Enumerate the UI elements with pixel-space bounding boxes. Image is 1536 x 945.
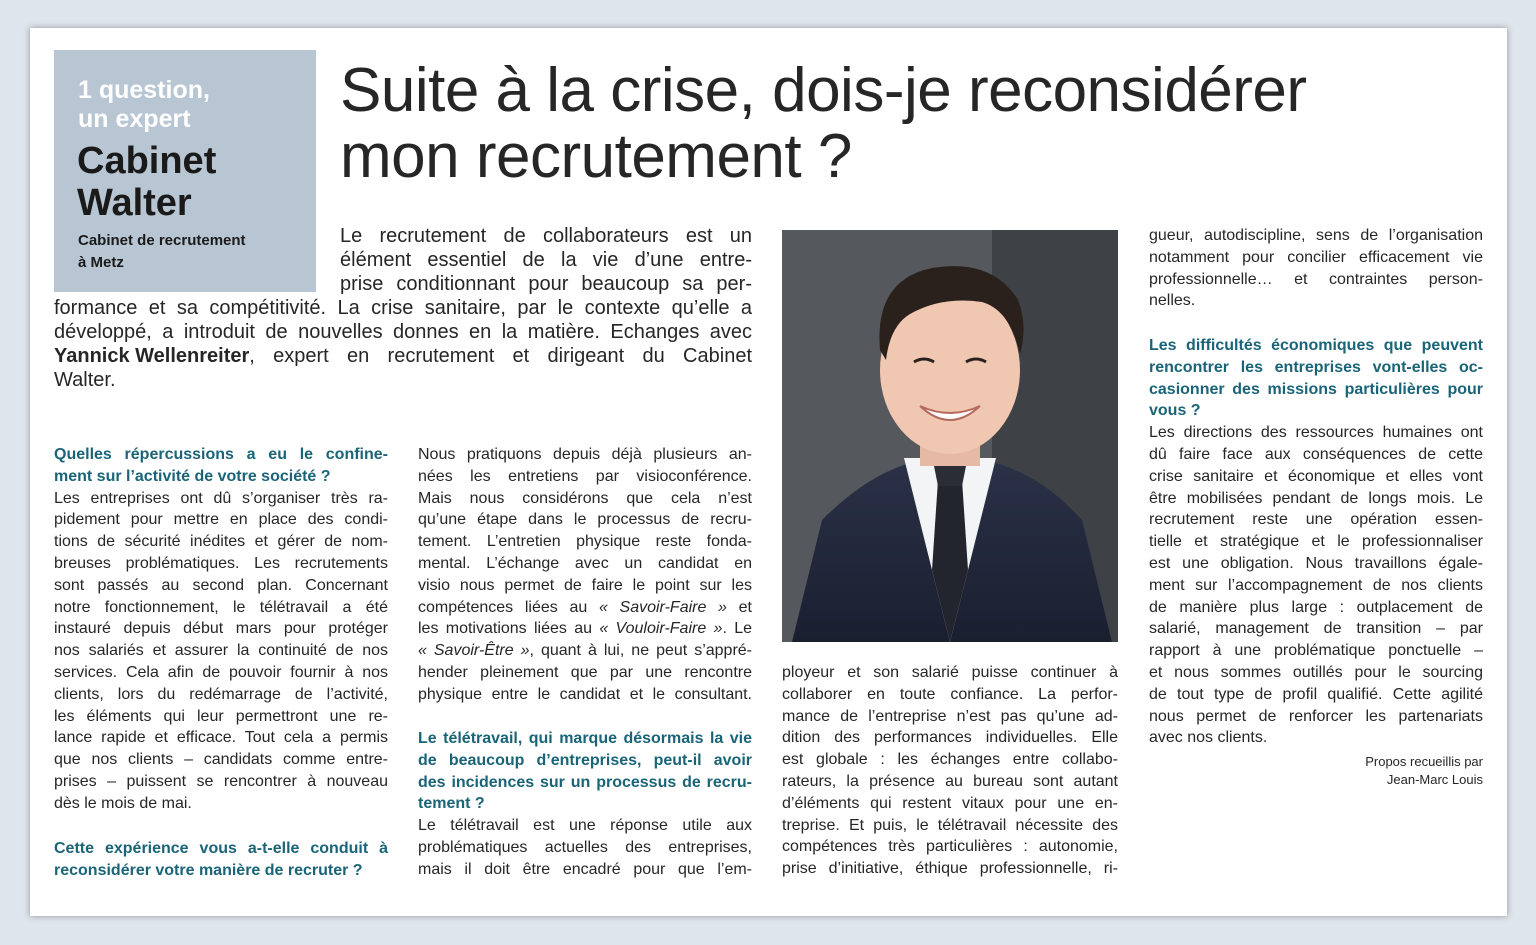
intro-line: Walter. — [54, 369, 116, 391]
paragraph-line: ment sur l’accompagnement de nos clients — [1149, 576, 1483, 594]
paragraph-line: tement. L’entretien physique reste fonda- — [418, 533, 752, 551]
credit — [1280, 753, 1483, 789]
question-heading: des incidences sur un processus de recru- — [418, 773, 752, 791]
intro-line: formance et sa compétitivité. La crise sanitaire, par le contexte qu’elle a — [54, 297, 752, 319]
paragraph-line: prises – puissent se rencontrer à nouveau — [54, 773, 388, 790]
paragraph-line: Nous pratiquons depuis déjà plusieurs an- — [418, 446, 752, 463]
paragraph-line: tions de sécurité inédites et gérer de nom- — [54, 533, 388, 551]
paragraph-line: d’éléments qui restent vitaux pour une en- — [782, 794, 1118, 812]
question-heading: ment sur l’activité de votre société ? — [54, 467, 331, 485]
paragraph-line: est globale : les échanges entre collabo- — [782, 751, 1118, 769]
text-span: compétences liées au — [418, 598, 599, 616]
paragraph-line: lance rapide et efficace. Tout cela a permis — [54, 729, 388, 747]
paragraph-line: dès le mois de mai. — [54, 794, 192, 812]
portrait-illustration — [782, 230, 1118, 642]
paragraph-line: rapport à une problématique ponctuelle – — [1149, 642, 1483, 660]
paragraph-line: être mobilisées pendant de longs mois. Le — [1149, 489, 1483, 507]
expert-name: Yannick Wellenreiter — [54, 345, 250, 367]
paragraph-line: Les directions des ressources humaines ont — [1149, 424, 1483, 442]
paragraph-line: professionnelle… et contraintes person- — [1149, 270, 1483, 288]
text-span: les motivations liées au — [418, 620, 600, 638]
question-heading: casionner des missions particulières pour — [1149, 380, 1483, 398]
title-line2: mon recrutement ? — [340, 122, 852, 191]
paragraph-line: instauré depuis début mars pour protéger — [54, 620, 388, 638]
paragraph-line: collaborer en toute confiance. La perfor- — [782, 685, 1118, 703]
portrait-photo — [782, 230, 1118, 642]
paragraph-line: services. Cela afin de pouvoir fournir à nos — [54, 664, 388, 681]
paragraph-line: prise d’initiative, éthique professionnelle, ri- — [782, 860, 1118, 878]
paragraph-line: notamment pour concilier efficacement vie — [1149, 248, 1483, 266]
paragraph-line: visio nous permet de faire le point sur les — [418, 576, 752, 594]
paragraph-line — [418, 640, 752, 662]
paragraph-line: notre fonctionnement, le télétravail a été — [54, 598, 388, 616]
box-name-line1: Cabinet — [77, 140, 217, 182]
paragraph-line: que nos clients – candidats comme entre- — [54, 751, 388, 769]
article-title — [340, 58, 1307, 190]
title-line1: Suite à la crise, dois-je reconsidérer — [340, 56, 1307, 125]
paragraph-line: mental. L’échange avec un candidat en — [418, 555, 752, 572]
paragraph-line: crise sanitaire et économique et elles vont — [1149, 467, 1483, 485]
text-span: . Le — [722, 620, 753, 638]
paragraph-line: recrutement reste une opération essen- — [1149, 511, 1483, 529]
box-kicker-line1: 1 question, — [78, 76, 210, 104]
paragraph-line: de manière plus large : outplacement de — [1149, 598, 1483, 616]
question-heading: Les difficultés économiques que peuvent — [1149, 337, 1483, 354]
paragraph-line: problématiques actuelles des entreprises, — [418, 839, 752, 856]
paragraph-line: gueur, autodiscipline, sens de l’organisation — [1149, 227, 1483, 244]
paragraph-line: nos salariés et assurer la continuité de nos — [54, 642, 388, 660]
paragraph-line: Les entreprises ont dû s’organiser très ra- — [54, 489, 388, 507]
paragraph-line: clients, lors du redémarrage de l’activité, — [54, 685, 388, 703]
paragraph-line: nous permet de renforcer les partenariats — [1149, 707, 1483, 725]
paragraph-line: tielle et stratégique et le professionnaliser — [1149, 533, 1483, 551]
paragraph-line: nelles. — [1149, 292, 1196, 310]
paragraph-line — [418, 597, 752, 619]
paragraph-line: breuses problématiques. Les recrutements — [54, 555, 388, 572]
paragraph-line: salarié, management de transition – par — [1149, 620, 1483, 638]
question-heading: Cette expérience vous a-t-elle conduit à — [54, 840, 388, 857]
intro-line: développé, a introduit de nouvelles donnes en la matière. Echanges avec — [54, 321, 752, 343]
box-kicker-line2: un expert — [78, 105, 191, 133]
paragraph-line: treprise. Et puis, le télétravail nécessite des — [782, 816, 1118, 834]
question-heading: Le télétravail, qui marque désormais la vie — [418, 730, 752, 747]
box-subtitle-line1: Cabinet de recrutement — [78, 232, 246, 249]
question-heading: tement ? — [418, 795, 485, 813]
question-heading: Quelles répercussions a eu le confine- — [54, 446, 388, 463]
question-heading: vous ? — [1149, 402, 1201, 420]
paragraph-line: compétences très particulières : autonomie, — [782, 838, 1118, 856]
paragraph-line: qu’une étape dans le processus de recru- — [418, 511, 752, 529]
intro-line: prise conditionnant pour beaucoup sa per- — [340, 273, 752, 295]
intro-line: Le recrutement de collaborateurs est un — [340, 225, 752, 247]
paragraph-line: mance de l’entreprise n’est pas qu’une ad- — [782, 707, 1118, 725]
paragraph-line: et nous sommes outillés pour le sourcing — [1149, 664, 1483, 681]
paragraph-line: Le télétravail est une réponse utile aux — [418, 817, 752, 835]
paragraph-line — [418, 618, 752, 640]
paragraph-line: ployeur et son salarié puisse continuer à — [782, 664, 1118, 681]
italic-term: « Vouloir-Faire » — [599, 620, 723, 638]
question-heading: de beaucoup d’entreprises, peut-il avoir — [418, 751, 752, 769]
paragraph-line: Mais nous considérons que cela n’est — [418, 489, 752, 507]
paragraph-line: physique entre le candidat et le consultant. — [418, 685, 752, 703]
paragraph-line: mais il doit être encadré pour que l’em- — [418, 860, 752, 878]
italic-term: « Savoir-Faire » — [598, 598, 727, 616]
question-heading: reconsidérer votre manière de recruter ? — [54, 861, 363, 879]
article-page — [30, 28, 1507, 916]
expert-box — [54, 50, 316, 292]
box-name-line2: Walter — [77, 182, 192, 224]
paragraph-line: rateurs, la présence au bureau sont autant — [782, 773, 1118, 790]
paragraph-line: pidement pour mettre en place des condi- — [54, 511, 388, 529]
paragraph-line: les éléments qui leur permettront une re- — [54, 707, 388, 725]
italic-term: « Savoir-Être » — [418, 642, 530, 660]
credit-line2: Jean-Marc Louis — [1386, 772, 1483, 787]
paragraph-line: nées les entretiens par visioconférence. — [418, 467, 752, 485]
intro-line: élément essentiel de la vie d’une entre- — [340, 249, 752, 271]
paragraph-line: sont passés au second plan. Concernant — [54, 576, 388, 594]
paragraph-line: avec nos clients. — [1149, 729, 1268, 747]
paragraph-line: dû faire face aux conséquences de cette — [1149, 446, 1483, 463]
intro-line — [54, 344, 752, 368]
credit-line1: Propos recueillis par — [1365, 754, 1483, 769]
box-subtitle-line2: à Metz — [78, 254, 124, 271]
text-span: et — [726, 598, 753, 616]
paragraph-line: dition des performances individuelles. Elle — [782, 729, 1118, 747]
paragraph-line: de tout type de profil qualifié. Cette agilité — [1149, 685, 1483, 703]
intro-line-rest: , expert en recrutement et dirigeant du Cabinet — [249, 345, 752, 367]
paragraph-line: hender pleinement que par une rencontre — [418, 664, 752, 681]
paragraph-line: est une obligation. Nous travaillons égale- — [1149, 555, 1483, 572]
text-span: , quant à lui, ne peut s’appré- — [529, 642, 753, 660]
question-heading: rencontrer les entreprises vont-elles oc- — [1149, 358, 1483, 376]
